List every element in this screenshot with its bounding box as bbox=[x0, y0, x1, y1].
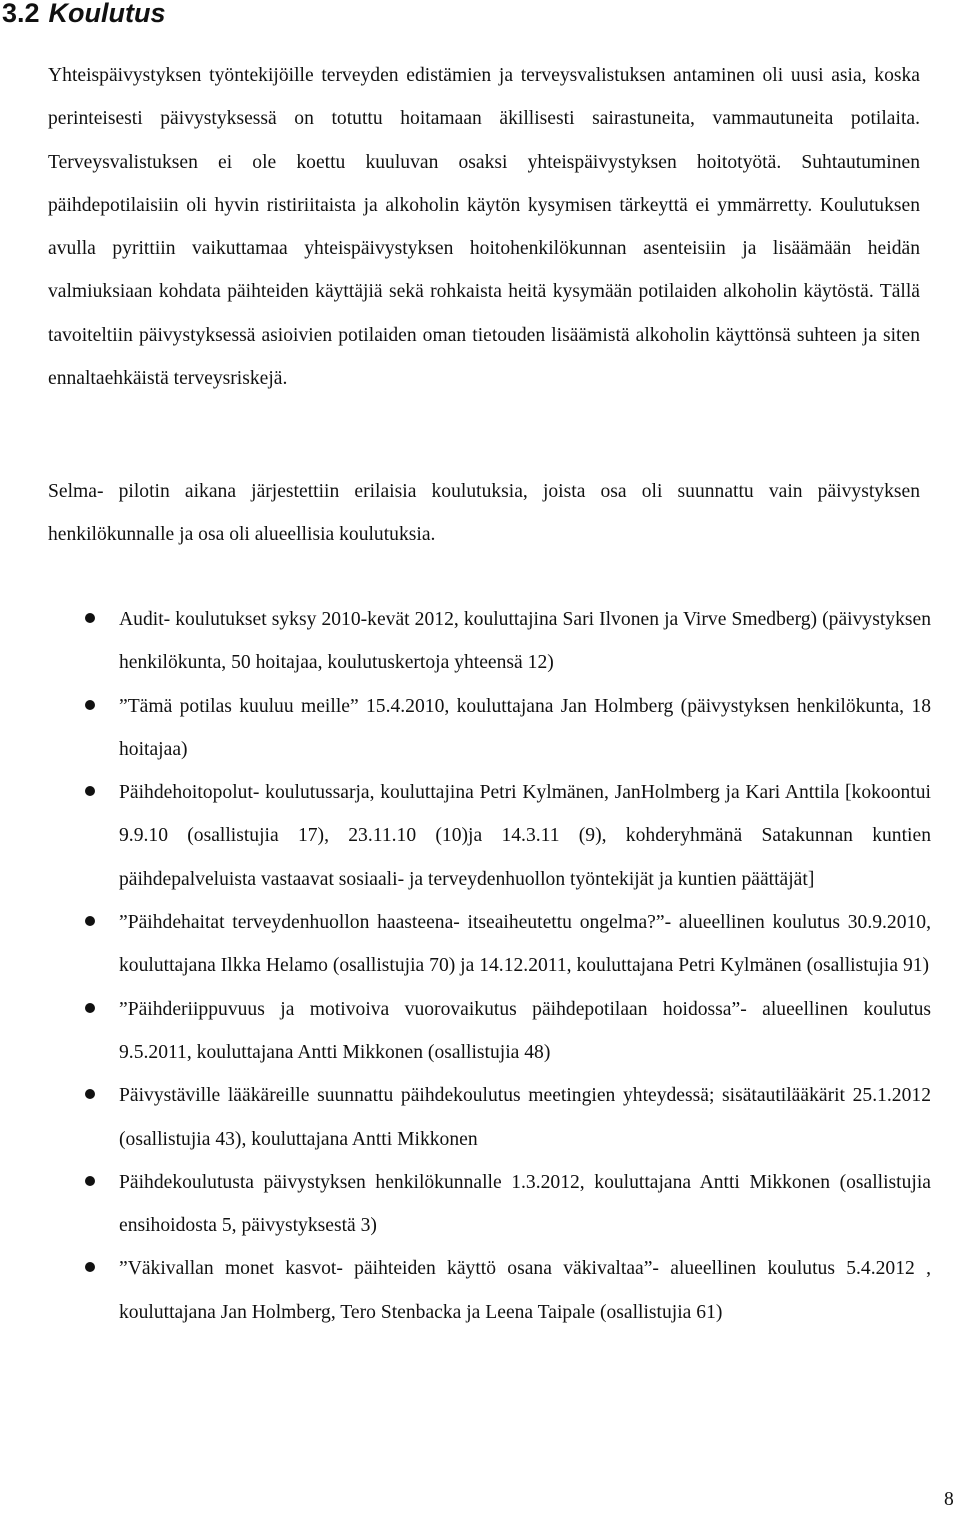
bullet-icon bbox=[85, 700, 95, 710]
list-item-text: ”Väkivallan monet kasvot- päihteiden käyttö osana väkivaltaa”- alueellinen koulutus 5.4.2012 , kouluttajana Jan Holmberg, Tero Stenbacka ja Leena Taipale (osallistujia 61) bbox=[119, 1258, 931, 1323]
list-item-text: ”Tämä potilas kuuluu meille” 15.4.2010, kouluttajana Jan Holmberg (päivystyksen henkilökunta, 18 hoitajaa) bbox=[119, 695, 931, 760]
bullet-icon bbox=[85, 1176, 95, 1186]
list-item bbox=[0, 901, 931, 988]
list-item-text: Päivystäville lääkäreille suunnattu päihdekoulutus meetingien yhteydessä; sisätautilääkärit 25.1.2012 (osallistujia 43), kouluttajana Antti Mikkonen bbox=[119, 1085, 931, 1150]
section-title: Koulutus bbox=[48, 0, 166, 28]
list-item-text: Päihdekoulutusta päivystyksen henkilökunnalle 1.3.2012, kouluttajana Antti Mikkonen (osallistujia ensihoidosta 5, päivystyksestä 3) bbox=[119, 1171, 931, 1237]
bullet-icon bbox=[85, 1262, 95, 1272]
list-item-text: ”Päihdehaitat terveydenhuollon haasteena- itseaiheutettu ongelma?”- alueellinen koulutus 30.9.2010, kouluttajana Ilkka Helamo (osallistujia 70) ja 14.12.2011, kouluttajana Petri Kylmänen (osallistujia 91) bbox=[119, 912, 931, 977]
list-item bbox=[0, 771, 931, 901]
list-item bbox=[0, 1247, 931, 1334]
page-number: 8 bbox=[944, 1489, 954, 1510]
list-item bbox=[0, 988, 931, 1075]
training-list bbox=[0, 598, 960, 1334]
bullet-icon bbox=[85, 786, 95, 796]
list-item bbox=[0, 1161, 931, 1248]
list-item-text: ”Päihderiippuvuus ja motivoiva vuorovaikutus päihdepotilaan hoidossa”- alueellinen koulutus 9.5.2011, kouluttajana Antti Mikkonen (osallistujia 48) bbox=[119, 998, 931, 1063]
section-heading bbox=[2, 0, 166, 30]
bullet-icon bbox=[85, 916, 95, 926]
list-item bbox=[0, 598, 931, 685]
list-item bbox=[0, 1074, 931, 1161]
bullet-icon bbox=[85, 1089, 95, 1099]
section-number: 3.2 bbox=[2, 0, 40, 28]
bullet-icon bbox=[85, 1003, 95, 1013]
list-item bbox=[0, 685, 931, 772]
trainings-paragraph: Selma- pilotin aikana järjestettiin erilaisia koulutuksia, joista osa oli suunnattu vain päivystyksen henkilökunnalle ja osa oli alueellisia koulutuksia. bbox=[48, 481, 920, 546]
list-item-text: Audit- koulutukset syksy 2010-kevät 2012, kouluttajina Sari Ilvonen ja Virve Smedberg) (päivystyksen henkilökunta, 50 hoitajaa, koulutuskertoja yhteensä 12) bbox=[119, 609, 931, 674]
list-item-text: Päihdehoitopolut- koulutussarja, kouluttajina Petri Kylmänen, JanHolmberg ja Kari Anttila [kokoontui 9.9.10 (osallistujia 17), 23.11.10 (10)ja 14.3.11 (9), kohderyhmänä Satakunnan kuntien päihdepalveluista vastaavat sosiaali- ja terveydenhuollon työntekijät ja kuntien päättäjät] bbox=[119, 782, 931, 890]
intro-paragraph: Yhteispäivystyksen työntekijöille terveyden edistämien ja terveysvalistuksen antaminen oli uusi asia, koska perinteisesti päivystyksessä on totuttu hoitamaan äkillisesti sairastuneita, vammautuneita potilaita. Terveysvalistuksen ei ole koettu kuuluvan osaksi yhteispäivystyksen hoitotyötä. Suhtautuminen päihdepotilaisiin oli hyvin ristiriitaista ja alkoholin käytön kysymisen tärkeyttä ei ymmärretty. Koulutuksen avulla pyrittiin vaikuttamaa yhteispäivystyksen hoitohenkilökunnan asenteisiin ja lisäämään heidän valmiuksiaan kohdata päihteiden käyttäjiä sekä rohkaista heitä kysymään potilaiden alkoholin käytöstä. Tällä tavoiteltiin päivystyksessä asioivien potilaiden oman tietouden lisäämistä alkoholin käyttönsä suhteen ja siten ennaltaehkäistä terveysriskejä. bbox=[48, 65, 920, 390]
bullet-icon bbox=[85, 613, 95, 623]
